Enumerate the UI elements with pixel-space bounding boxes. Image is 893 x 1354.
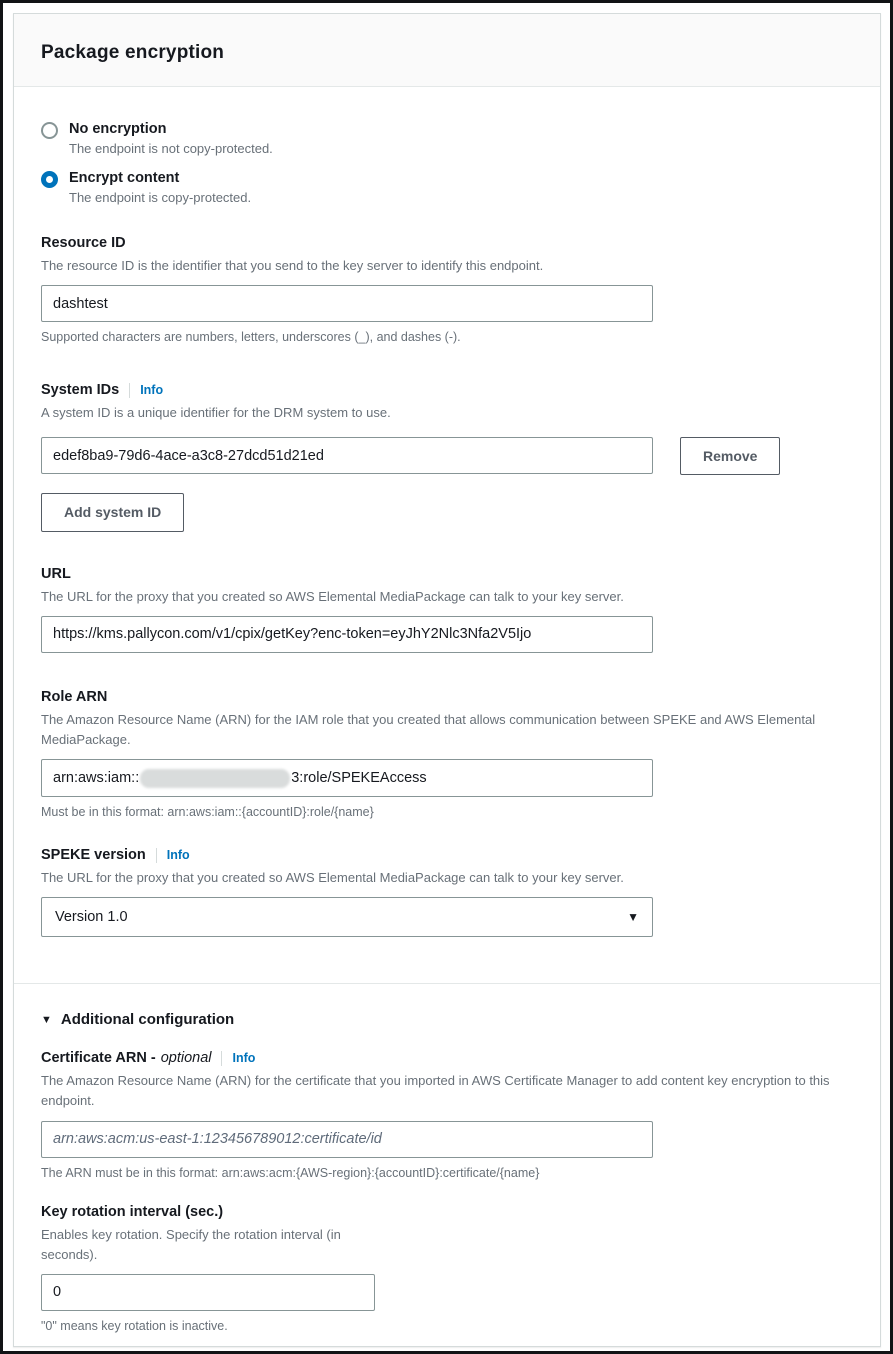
chevron-down-icon: ▼ bbox=[627, 910, 639, 925]
radio-selected-icon[interactable] bbox=[41, 171, 58, 188]
label-info-divider bbox=[129, 383, 130, 398]
label-info-divider bbox=[156, 848, 157, 863]
certificate-arn-info-link[interactable]: Info bbox=[232, 1051, 256, 1066]
role-arn-field-group bbox=[41, 689, 853, 819]
radio-description: The endpoint is copy-protected. bbox=[69, 190, 252, 205]
system-ids-field-group bbox=[41, 382, 853, 532]
encryption-radio-group bbox=[41, 87, 853, 205]
resource-id-input[interactable] bbox=[41, 285, 653, 322]
speke-version-field-group bbox=[41, 847, 853, 937]
speke-version-selected-value: Version 1.0 bbox=[55, 909, 128, 926]
url-field-group bbox=[41, 566, 853, 653]
key-rotation-input[interactable] bbox=[41, 1274, 375, 1311]
key-rotation-label: Key rotation interval (sec.) bbox=[41, 1203, 224, 1220]
optional-label: optional bbox=[160, 1050, 212, 1067]
resource-id-description: The resource ID is the identifier that you send to the key server to identify this endpoint. bbox=[41, 258, 544, 273]
resource-id-helper: Supported characters are numbers, letters, underscores (_), and dashes (-). bbox=[41, 330, 461, 345]
system-ids-label: System IDs bbox=[41, 382, 120, 399]
add-system-id-button[interactable]: Add system ID bbox=[41, 493, 184, 531]
radio-option-no-encryption[interactable] bbox=[41, 121, 853, 156]
system-ids-description: A system ID is a unique identifier for the DRM system to use. bbox=[41, 405, 391, 421]
radio-label: No encryption bbox=[69, 121, 167, 137]
radio-unselected-icon[interactable] bbox=[41, 122, 58, 139]
system-ids-info-link[interactable]: Info bbox=[140, 383, 164, 398]
certificate-arn-label: Certificate ARN - bbox=[41, 1050, 156, 1067]
url-label: URL bbox=[41, 565, 71, 582]
additional-configuration-title: Additional configuration bbox=[60, 1011, 235, 1029]
panel-body bbox=[14, 87, 880, 1333]
radio-label: Encrypt content bbox=[69, 170, 180, 186]
certificate-arn-field-group bbox=[41, 1050, 853, 1179]
radio-option-encrypt-content[interactable] bbox=[41, 170, 853, 205]
role-arn-helper: Must be in this format: arn:aws:iam::{accountID}:role/{name} bbox=[41, 805, 374, 820]
panel-header bbox=[14, 14, 880, 87]
role-arn-label: Role ARN bbox=[41, 688, 108, 705]
url-description: The URL for the proxy that you created so AWS Elemental MediaPackage can talk to your key server. bbox=[41, 588, 624, 604]
speke-version-select[interactable] bbox=[41, 897, 653, 937]
certificate-arn-description: The Amazon Resource Name (ARN) for the certificate that you imported in AWS Certificate Manager to add content key encryption to this endpoint. bbox=[41, 1073, 830, 1109]
triangle-down-icon: ▼ bbox=[41, 1013, 52, 1026]
url-input[interactable] bbox=[41, 616, 653, 653]
role-arn-input[interactable] bbox=[41, 759, 653, 797]
additional-configuration-expander[interactable] bbox=[41, 1011, 853, 1028]
panel-title: Package encryption bbox=[41, 42, 225, 63]
section-divider bbox=[14, 983, 880, 984]
radio-description: The endpoint is not copy-protected. bbox=[69, 141, 273, 156]
package-encryption-panel bbox=[13, 13, 881, 1347]
label-info-divider bbox=[221, 1051, 222, 1066]
redacted-account-id bbox=[140, 769, 290, 788]
role-arn-value-prefix: arn:aws:iam:: bbox=[53, 770, 140, 787]
role-arn-value-suffix: 3:role/SPEKEAccess bbox=[291, 770, 427, 787]
resource-id-label: Resource ID bbox=[41, 235, 126, 251]
key-rotation-description: Enables key rotation. Specify the rotation interval (in seconds). bbox=[41, 1226, 341, 1262]
resource-id-field-group bbox=[41, 235, 853, 344]
role-arn-description: The Amazon Resource Name (ARN) for the IAM role that you created that allows communication between SPEKE and AWS Elemental MediaPackage. bbox=[41, 711, 816, 747]
certificate-arn-helper: The ARN must be in this format: arn:aws:acm:{AWS-region}:{accountID}:certificate/{name} bbox=[41, 1165, 540, 1180]
speke-version-description: The URL for the proxy that you created so AWS Elemental MediaPackage can talk to your key server. bbox=[41, 870, 624, 886]
speke-version-label: SPEKE version bbox=[41, 847, 146, 864]
key-rotation-field-group bbox=[41, 1204, 853, 1333]
key-rotation-helper: "0" means key rotation is inactive. bbox=[41, 1318, 228, 1333]
system-id-input[interactable] bbox=[41, 437, 653, 474]
certificate-arn-input[interactable] bbox=[41, 1121, 653, 1158]
speke-version-info-link[interactable]: Info bbox=[166, 848, 190, 863]
remove-system-id-button[interactable]: Remove bbox=[680, 437, 780, 475]
